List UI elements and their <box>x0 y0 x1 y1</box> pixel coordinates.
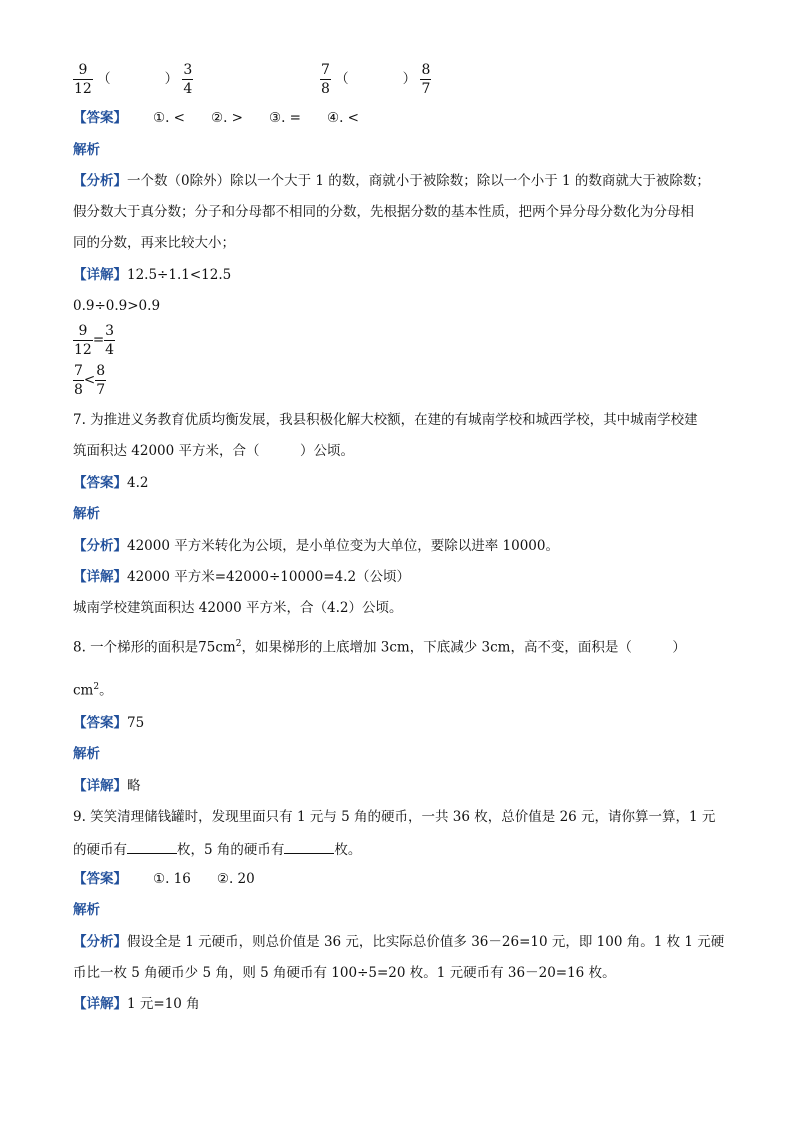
q9-stem-1: 9. 笑笑清理储钱罐时，发现里面只有 1 元与 5 角的硬币，一共 36 枚，总价值是 26 元，请你算一算，1 元 <box>73 809 716 825</box>
q8-detail: 【详解】略 <box>73 778 141 794</box>
fill-blank[interactable] <box>127 839 177 854</box>
q6-detail-fraction-2: $\frac{7}{8}$ < $\frac{8}{7}$ <box>74 363 106 398</box>
q9-fenxi-1: 【分析】假设全是 1 元硬币，则总价值是 36 元，比实际总价值多 36－26=10 元，即 100 角。1 枚 1 元硬 <box>73 934 725 950</box>
q7-stem-2: 筑面积达 42000 平方米，合（ ）公顷。 <box>73 443 355 459</box>
answer-option: ③. = <box>269 110 301 126</box>
q6-fenxi-3: 同的分数，再来比较大小； <box>73 235 235 251</box>
q7-answer: 【答案】4.2 <box>73 475 149 491</box>
fill-blank[interactable] <box>284 839 334 854</box>
q7-detail: 【详解】42000 平方米=42000÷10000=4.2（公顷） <box>73 569 411 585</box>
q8-answer: 【答案】75 <box>73 715 145 731</box>
q7-stem-1: 7. 为推进义务教育优质均衡发展，我县积极化解大校额，在建的有城南学校和城西学校，其中城南学校建 <box>73 412 698 428</box>
q6-detail-1: 【详解】12.5÷1.1<12.5 <box>73 267 232 283</box>
q6-detail-fraction-1: $\frac{9}{12}$ = $\frac{3}{4}$ <box>74 323 115 358</box>
q6-compare-row <box>73 62 431 97</box>
fraction: $\frac{8}{7}$ <box>421 62 431 97</box>
fraction: $\frac{7}{8}$ <box>320 62 330 97</box>
analysis-heading: 解析 <box>73 746 100 762</box>
answer-option: ④. < <box>327 110 359 126</box>
q8-stem-1: 8. 一个梯形的面积是$75cm^2$，如果梯形的上底增加 3cm，下底减少 3cm，高不变，面积是（ ） <box>73 639 686 656</box>
q6-answer <box>73 109 359 127</box>
q7-fenxi: 【分析】42000 平方米转化为公顷，是小单位变为大单位，要除以进率 10000。 <box>73 538 559 554</box>
q6-fenxi-1: 【分析】一个数（0除外）除以一个大于 1 的数，商就小于被除数；除以一个小于 1 的数商就大于被除数； <box>73 173 710 189</box>
q9-stem-2: 的硬币有 枚，5 角的硬币有 枚。 <box>73 839 361 859</box>
q7-conclusion: 城南学校建筑面积达 42000 平方米，合（4.2）公顷。 <box>73 600 403 616</box>
q9-detail: 【详解】1 元=10 角 <box>73 996 200 1012</box>
answer-tag: 【答案】 <box>73 110 127 126</box>
fraction: $\frac{9}{12}$ <box>74 62 92 97</box>
answer-option: ①. < <box>153 110 185 126</box>
answer-option: ②. > <box>211 110 243 126</box>
q6-detail-2: 0.9÷0.9>0.9 <box>73 298 161 314</box>
q9-fenxi-2: 币比一枚 5 角硬币少 5 角，则 5 角硬币有 100÷5=20 枚。1 元硬币有 36－20=16 枚。 <box>73 965 616 981</box>
answer-blank[interactable]: （ ） <box>335 71 417 87</box>
analysis-heading: 解析 <box>73 142 100 158</box>
fraction: $\frac{3}{4}$ <box>183 62 193 97</box>
analysis-heading: 解析 <box>73 506 100 522</box>
q6-fenxi-2: 假分数大于真分数；分子和分母都不相同的分数，先根据分数的基本性质，把两个异分母分数化为分母相 <box>73 204 694 220</box>
q9-answer: 【答案】 ①. 16 ②. 20 <box>73 871 255 887</box>
answer-blank[interactable]: （ ） <box>97 71 179 87</box>
analysis-heading: 解析 <box>73 902 100 918</box>
q8-stem-2: $cm^2$。 <box>73 682 113 699</box>
